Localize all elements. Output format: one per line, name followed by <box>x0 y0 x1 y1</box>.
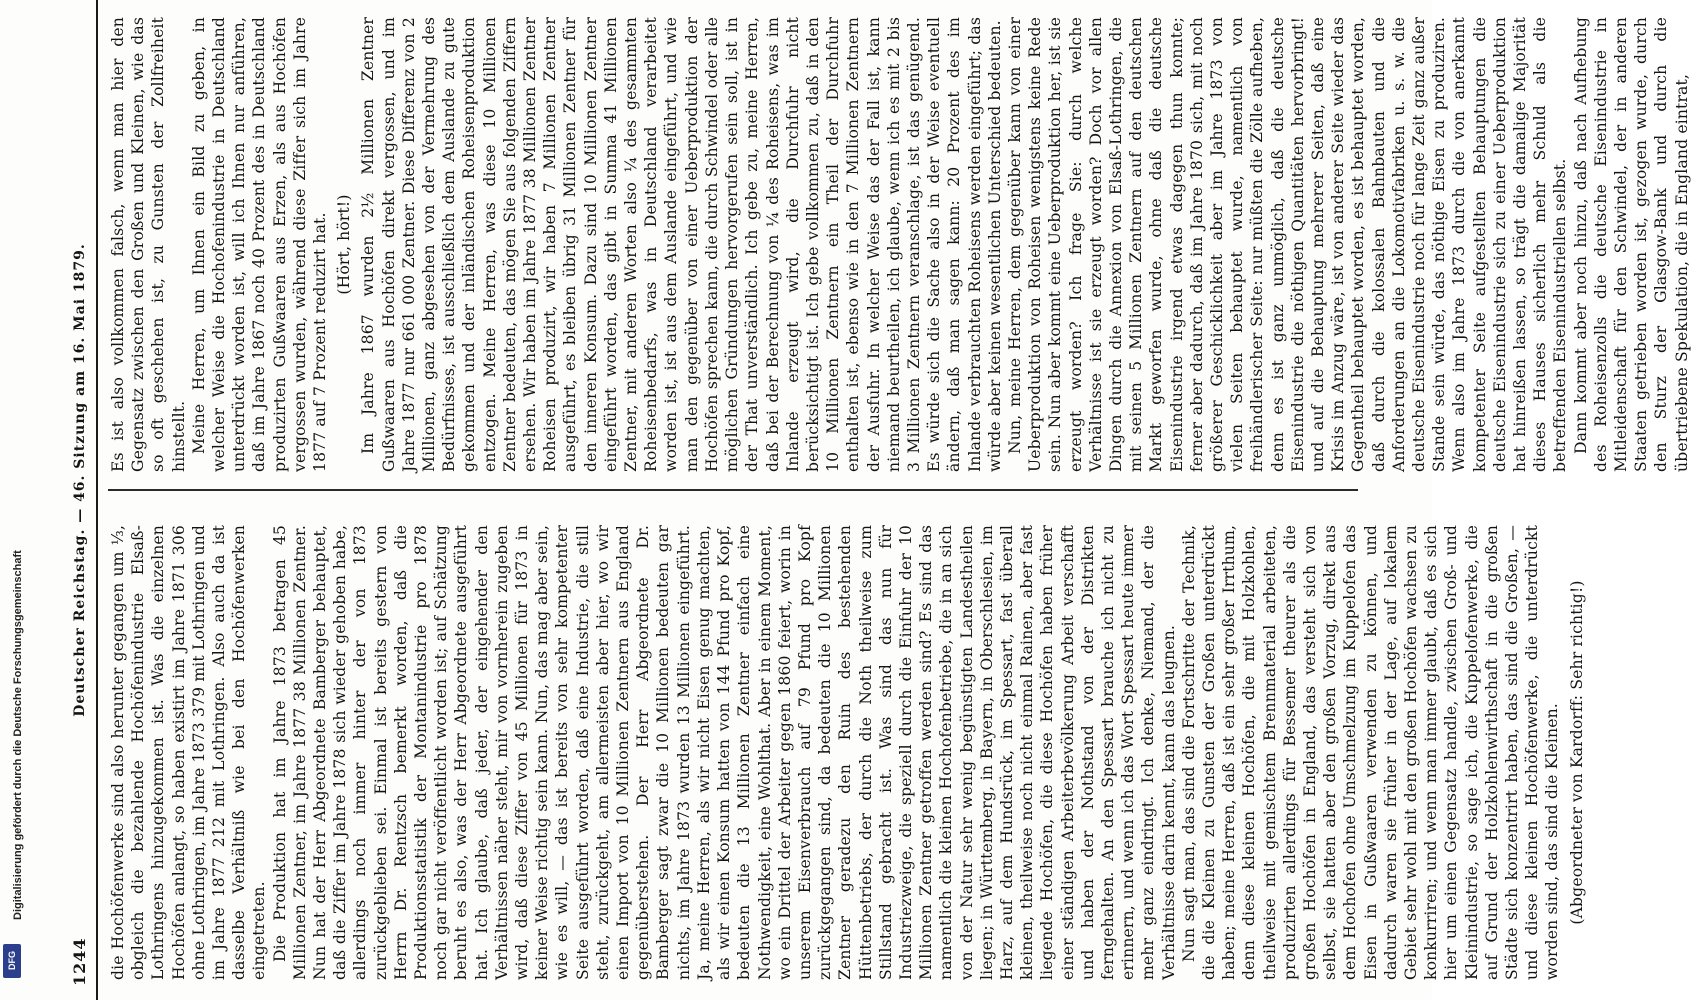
interjection: (Abgeordneter von Kardorff: Sehr richtig!) <box>1567 580 1586 925</box>
left-text-column <box>108 525 1586 980</box>
paragraph: Meine Herren, um Ihnen ein Bild zu geben, in welcher Weise die Hochofenindustrie in Deutschland unterdrückt worden ist, will ich Ihnen nur anführen, daß im Jahre 1867 noch 40 Prozent des in Deutschland produzirten Gußwaaren aus Erzen, als aus Hochöfen vergossen wurden, während diese Ziffer sich im Jahre 1877 auf 7 Prozent reduzirt hat. <box>189 17 330 472</box>
right-text-column <box>108 17 1691 472</box>
paragraph: Nun, meine Herren, dem gegenüber kann von einer Ueberproduktion von Roheisen wenigstens keine Rede sein. Nun aber kommt eine Ueberproduktion her, ist sie erzeugt worden? Ich frage Sie: durch welche Verhältnisse ist sie erzeugt worden? Doch vor allen Dingen durch die Annexion von Elsaß-Lothringen, die mit seinen 5 Millionen Zentnern auf den deutschen Markt geworfen wurde, ohne daß die deutsche Eisenindustrie irgend etwas dagegen thun konnte; ferner aber dadurch, daß im Jahre 1870 sich, mit noch größerer Geschicklichkeit aber im Jahre 1873 von vielen Seiten behauptet wurde, namentlich von freihändlerischer Seite: nur müßten die Zölle aufheben, denn es ist ganz unmöglich, daß die deutsche Eisenindustrie die nöthigen Quantitäten hervorbringt! und auf die Behauptung mehrerer Seiten, daß eine Krisis im Anzug wäre, ist von anderer Seite wieder das Gegentheil behauptet worden, es ist behauptet worden, daß durch die kolossalen Bahnbauten und die Anforderungen an die Lokomotivfabriken u. s. w. die deutsche Eisenindustrie noch für lange Zeit ganz außer Stande sein würde, das nöthige Eisen zu produziren. Wenn also im Jahre 1873 durch die von anerkannt kompetenter Seite aufgestellten Behauptungen die deutsche Eisenindustrie sich zu einer Ueberproduktion hat hinreißen lassen, so trägt die damalige Majorität dieses Hauses sicherlich mehr Schuld als die betreffenden Eisenindustriellen selbst. <box>1005 17 1570 472</box>
paragraph: die Hochöfenwerke sind also herunter gegangen um ⅓, obgleich die bezahlende Hochöfenindustrie Elsaß-Lothringens hinzugekommen ist. Was die einzelnen Hochöfen anlangt, so haben existirt im Jahre 1871 306 ohne Lothringen, im Jahre 1873 379 mit Lothringen und im Jahre 1877 212 mit Lothringen. Also auch da ist dasselbe Verhältniß wie bei den Hochöfenwerken eingetreten. <box>109 525 269 980</box>
paragraph: Im Jahre 1867 wurden 2½ Millionen Zentner Gußwaaren aus Hochöfen direkt vergossen, und im Jahre 1877 nur 661 000 Zentner. Diese Differenz von 2 Millionen, ganz abgesehen von der Vermehrung des Bedürfnisses, ist ausschließlich dem Auslande zu gute gekommen und der inländischen Roheisenproduktion entzogen. Meine Herren, was diese 10 Millionen Zentner bedeuten, das mögen Sie aus folgenden Ziffern ersehen. Wir haben im Jahre 1877 38 Millionen Zentner Roheisen produzirt, wir haben 7 Millionen Zentner ausgeführt, es bleiben übrig 31 Millionen Zentner für den inneren Konsum. Dazu sind 10 Millionen Zentner eingeführt worden, das gibt in Summa 41 Millionen Zentner, mit anderen Worten also ¼ des gesammten Roheisenbedarfs, was in Deutschland verarbeitet worden ist, ist aus dem Auslande eingeführt, und wie man den gegenüber von einer Ueberproduktion der Hochöfen sprechen kann, die durch Schwindel oder alle möglichen Gründungen hervorgerufen sein soll, ist in der That unverständlich. Ich gebe zu, meine Herren, daß bei der Berechnung von ¼ des Roheisens, was im Inlande erzeugt wird, die Durchfuhr nicht berücksichtigt ist. Ich gebe vollkommen zu, daß in den 10 Millionen Zentnern ein Theil der Durchfuhr enthalten ist, ebenso wie in den 7 Millionen Zentnern der Ausfuhr. In welcher Weise das der Fall ist, kann niemand beurtheilen, ich glaube, wenn ich es mit 2 bis 3 Millionen Zentnern veranschlage, ist das genügend. Es würde sich die Sache also in der Weise eventuell ändern, daß man sagen kann: 20 Prozent des im Inlande verbrauchten Roheisens werden eingeführt; das würde aber keinen wesentlichen Unterschied bedeuten. <box>359 17 1004 472</box>
funding-notice: Digitalisierung gefördert durch die Deutsche Forschungsgemeinschaft <box>12 550 24 920</box>
paragraph: Nun sagt man, das sind die Fortschritte der Technik, die die Kleinen zu Gunsten der Großen unterdrückt haben; meine Herren, daß ist ein sehr großer Irrthum, denn diese kleinen Hochöfen, die mit Holzkohlen, theilweise mit gemischtem Brennmaterial arbeiteten, produzirten allerdings für Bessemer theurer als die großen Hochöfen in England, das versteht sich von selbst, sie hatten aber den großen Vorzug, direkt aus dem Hochofen ohne Umschmelzung im Kuppelofen das Eisen in Gußwaaren verwenden zu können, und dadurch waren sie früher in der Lage, auf lokalem Gebiet sehr wohl mit den großen Hochöfen wachsen zu konkurriren; und wenn man immer glaubt, daß es sich hier um einen Gegensatz handle, zwischen Groß- und Kleinindustrie, so sage ich, die Kuppelofenwerke, die auf Grund der Holzkohlenwirthschaft in die großen Städte sich konzentrirt haben, das sind die Großen, — und diese kleinen Hochöfenwerke, die unterdrückt worden sind, das sind die Kleinen. <box>1179 525 1562 980</box>
paragraph: Die Produktion hat im Jahre 1873 betragen 45 Millionen Zentner, im Jahre 1877 38 Millionen Zentner. Nun hat der Herr Abgeordnete Bamberger behauptet, daß die Ziffer im Jahre 1878 sich wieder gehoben habe, allerdings noch immer hinter der von 1873 zurückgeblieben sei. Einmal ist bereits gestern von Herrn Dr. Rentzsch bemerkt worden, daß die Produktionsstatistik der Montanindustrie pro 1878 noch gar nicht veröffentlicht worden ist; auf Schätzung beruht es also, was der Herr Abgeordnete ausgeführt hat. Ich glaube, daß jeder, der eingehender den Verhältnissen näher steht, mir von vornherein zugeben wird, daß diese Ziffer von 45 Millionen für 1873 in keiner Weise richtig sein kann. Nun, das mag aber sein, wie es will, — das ist bereits von sehr kompetenter Seite ausgeführt worden, daß eine Industrie, die still steht, zurückgeht, am allermeisten aber hier, wo wir einen Import von 10 Millionen Zentnern aus England gegenüberstehen. Der Herr Abgeordnete Dr. Bamberger sagt zwar die 10 Millionen bedeuten gar nichts, im Jahre 1873 wurden 13 Millionen eingeführt. Ja, meine Herren, als wir nicht Eisen genug machten, als wir einen Konsum hatten von 144 Pfund pro Kopf, bedeuten die 13 Millionen Zentner einfach eine Nothwendigkeit, eine Wohlthat. Aber in einem Moment, wo ein Drittel der Arbeiter gegen 1860 feiert, worin in unserem Eisenverbrauch auf 79 Pfund pro Kopf zurückgegangen sind, da bedeuten die 10 Millionen Zentner geradezu den Ruin des bestehenden Hüttenbetriebs, der durch die Noth theilweise zum Stillstand gebracht ist. Was sind das nun für Industriezweige, die speziell durch die Einfuhr der 10 Millionen Zentner getroffen werden sind? Es sind das namentlich die kleinen Hochofenbetriebe, die in an sich von der Natur sehr wenig begünstigten Landestheilen liegen; in Württemberg, in Bayern, in Oberschlesien, im Harz, auf dem Hundsrück, im Spessart, fast überall kleinen, theilweise noch nicht einmal Rainen, aber fast liegende Hochöfen, die diese Hochöfen haben früher einer ständigen Arbeiterbevölkerung Arbeit verschafft und haben der Nothstand von der Distrikten ferngehalten. An den Spessart brauche ich nicht zu erinnern, und wenn ich das Wort Spessart heute immer mehr ganz eindringt. Ich denke, Niemand, der die Verhältnisse darin kennt, kann das leugnen. <box>270 525 1178 980</box>
paragraph: Es ist also vollkommen falsch, wenn man hier den Gegensatz zwischen den Großen und Kleinen, wie das so oft geschehen ist, zu Gunsten der Zollfreiheit hinstellt. <box>109 17 188 472</box>
paragraph: Dann kommt aber noch hinzu, daß nach Aufhebung des Roheisenzolls die deutsche Eisenindustrie in Mitleidenschaft für den Schwindel, der in anderen Staaten getrieben worden ist, gezogen wurde, durch den Sturz der Glasgow-Bank und durch die übertriebene Spekulation, die in England eintrat, <box>1571 17 1691 472</box>
dfg-logo: DFG <box>3 944 21 978</box>
digitization-footer <box>0 0 24 982</box>
interjection: (Hört, hört!) <box>335 194 354 295</box>
page-title: Deutscher Reichstag. — 46. Sitzung am 16. Mai 1879. <box>72 243 88 717</box>
page-number: 1244 <box>70 937 89 986</box>
column-divider <box>108 490 1358 492</box>
header-rule <box>96 0 98 1000</box>
